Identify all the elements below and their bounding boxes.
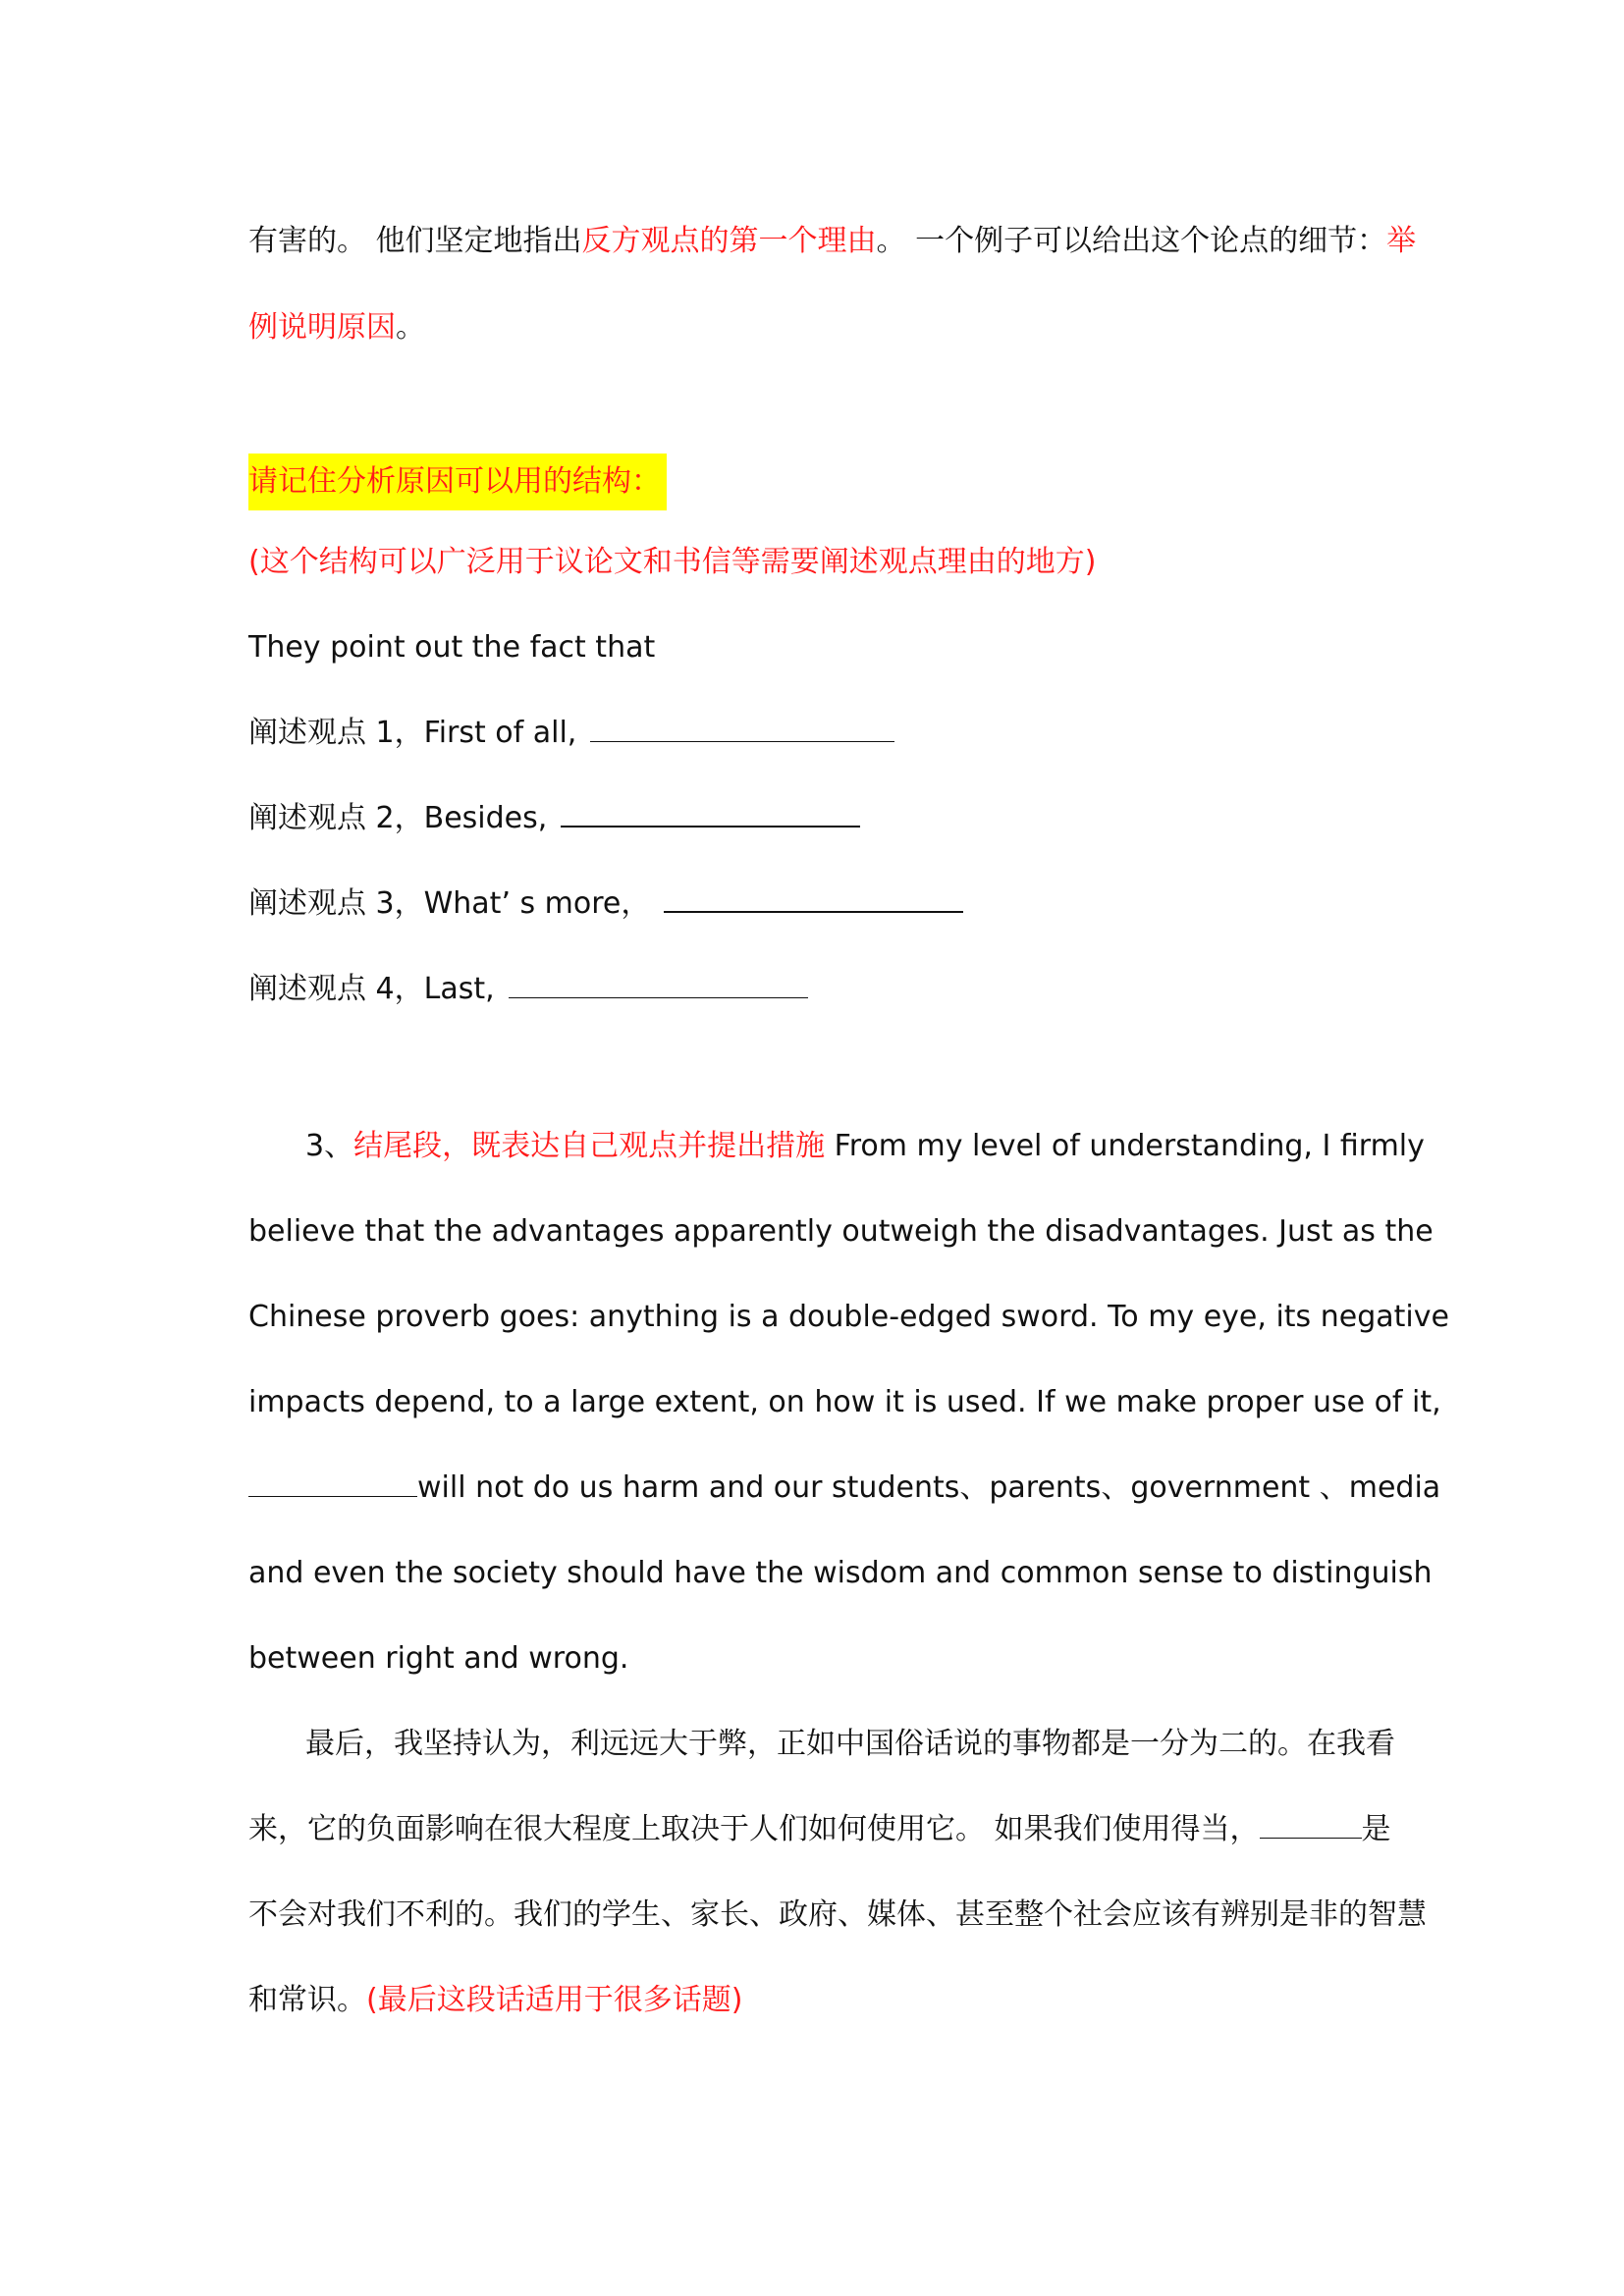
paragraph-line: and even the society should have the wisdom and common sense to distinguish: [248, 1556, 1433, 1590]
section3-first-line: [248, 1127, 1425, 1166]
red-text-run: 例说明原因: [248, 310, 396, 345]
section-number: 3、: [305, 1129, 354, 1163]
structure-item: [248, 970, 1390, 1009]
red-text-run: 反方观点的第一个理由: [581, 224, 877, 258]
text-run: From my level of understanding, I firmly: [834, 1129, 1425, 1163]
text-run: 。 一个例子可以给出这个论点的细节：: [876, 224, 1387, 258]
structure-item: [248, 884, 1390, 924]
structure-item: [248, 714, 1390, 753]
paragraph-line: [248, 1981, 1390, 2020]
paragraph-line: [248, 1810, 1390, 1849]
fill-blank: [561, 826, 860, 828]
fill-blank: [590, 741, 894, 742]
fill-blank: [509, 997, 808, 998]
structure-intro: They point out the fact that: [248, 630, 656, 665]
structure-item: [248, 799, 1390, 838]
text-run: 。: [396, 310, 425, 345]
text-run: 是: [1361, 1812, 1391, 1846]
structure-note: (这个结构可以广泛用于议论文和书信等需要阐述观点理由的地方): [248, 545, 1097, 579]
paragraph-line: 最后，我坚持认为，利远远大于弊，正如中国俗话说的事物都是一分为二的。在我看: [305, 1727, 1395, 1761]
paragraph-line: [248, 1468, 1441, 1508]
item-label: 阐述观点 3，What’ s more，: [248, 886, 651, 921]
paragraph-line: Chinese proverb goes: anything is a double-edged sword. To my eye, its negative: [248, 1300, 1449, 1334]
paragraph-line: [248, 222, 1417, 261]
paragraph-line: between right and wrong.: [248, 1641, 629, 1676]
item-label: 阐述观点 1，First of all,: [248, 716, 577, 750]
section-heading: 结尾段，既表达自己观点并提出措施: [353, 1129, 826, 1163]
highlighted-text: 请记住分析原因可以用的结构：: [248, 454, 667, 510]
red-note: (最后这段话适用于很多话题): [366, 1983, 743, 2017]
text-run: will not do us harm and our students、parents、government 、media: [417, 1470, 1441, 1505]
text-run: 来，它的负面影响在很大程度上取决于人们如何使用它。 如果我们使用得当，: [248, 1812, 1260, 1846]
item-label: 阐述观点 2，Besides,: [248, 801, 548, 835]
fill-blank: [664, 911, 963, 913]
paragraph-line: [248, 308, 1390, 347]
fill-blank: [248, 1496, 417, 1497]
paragraph-line: believe that the advantages apparently outweigh the disadvantages. Just as the: [248, 1214, 1434, 1249]
structure-heading: [248, 454, 1390, 510]
paragraph-line: 不会对我们不利的。我们的学生、家长、政府、媒体、甚至整个社会应该有辨别是非的智慧: [248, 1897, 1427, 1932]
paragraph-line: impacts depend, to a large extent, on how it is used. If we make proper use of it,: [248, 1385, 1441, 1419]
text-run: 和常识。: [248, 1983, 366, 2017]
item-label: 阐述观点 4，Last,: [248, 972, 495, 1006]
fill-blank: [1260, 1838, 1362, 1839]
red-text-run: 举: [1386, 224, 1417, 258]
text-run: 有害的。 他们坚定地指出: [248, 224, 582, 258]
